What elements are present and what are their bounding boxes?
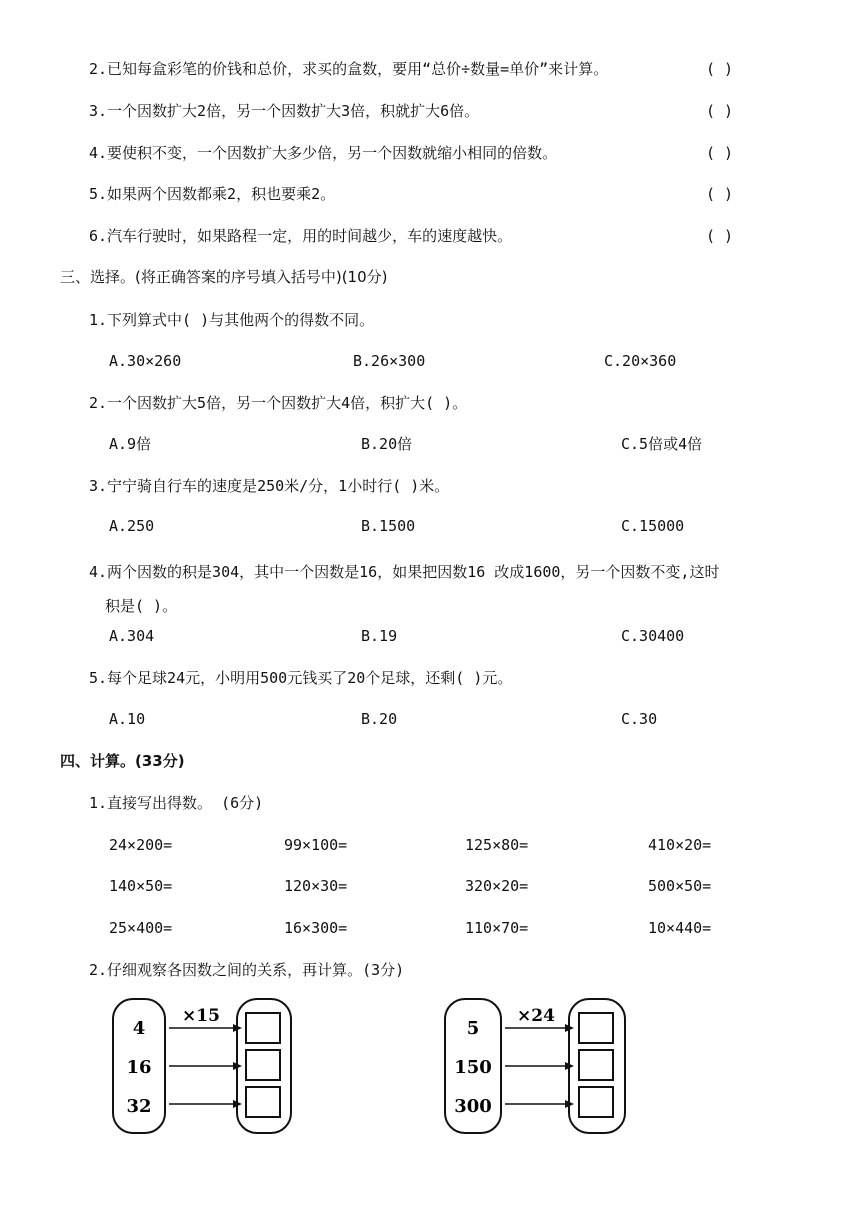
answer-box[interactable] — [246, 1013, 280, 1043]
choice-option[interactable]: C.20×360 — [604, 352, 677, 370]
calc-expr: 110×70= — [465, 919, 529, 937]
answer-paren-6[interactable]: ( ) — [706, 227, 734, 245]
calc-expr: 140×50= — [109, 877, 173, 895]
diagram-input: 5 — [466, 1018, 480, 1039]
choice-option[interactable]: B.26×300 — [353, 352, 426, 370]
choice-option[interactable]: A.10 — [109, 710, 146, 728]
judge-item-4: 4.要使积不变，一个因数扩大多少倍，另一个因数就缩小相同的倍数。 — [89, 144, 558, 162]
mapping-diagram-1 — [105, 993, 305, 1143]
choice-question-5: 5.每个足球24元，小明用500元钱买了20个足球，还剩( )元。 — [89, 669, 513, 687]
calc-expr: 410×20= — [648, 836, 712, 854]
choice-option[interactable]: A.9倍 — [109, 435, 152, 453]
choice-option[interactable]: B.20 — [361, 710, 398, 728]
judge-item-2: 2.已知每盒彩笔的价钱和总价，求买的盒数，要用“总价÷数量=单价”来计算。 — [89, 60, 609, 78]
answer-paren-2[interactable]: ( ) — [706, 60, 734, 78]
section-heading-calc: 四、计算。(33分) — [60, 752, 185, 770]
choice-option[interactable]: B.19 — [361, 627, 398, 645]
calc-expr: 10×440= — [648, 919, 712, 937]
calc-expr: 24×200= — [109, 836, 173, 854]
choice-option[interactable]: B.1500 — [361, 517, 416, 535]
judge-item-3: 3.一个因数扩大2倍，另一个因数扩大3倍，积就扩大6倍。 — [89, 102, 480, 120]
diagram-input: 300 — [454, 1096, 492, 1117]
answer-paren-3[interactable]: ( ) — [706, 102, 734, 120]
choice-option[interactable]: C.30 — [621, 710, 658, 728]
diagram-operator: ×24 — [517, 1006, 555, 1026]
answer-paren-5[interactable]: ( ) — [706, 185, 734, 203]
diagram-input: 32 — [126, 1096, 152, 1117]
choice-option[interactable]: A.250 — [109, 517, 155, 535]
calc-expr: 125×80= — [465, 836, 529, 854]
choice-option[interactable]: C.30400 — [621, 627, 685, 645]
answer-box[interactable] — [246, 1087, 280, 1117]
diagram-operator: ×15 — [182, 1006, 220, 1026]
answer-box[interactable] — [579, 1050, 613, 1080]
diagram-input: 150 — [454, 1057, 492, 1078]
diagram-input: 16 — [126, 1057, 152, 1078]
choice-option[interactable]: A.304 — [109, 627, 155, 645]
calc-expr: 500×50= — [648, 877, 712, 895]
choice-option[interactable]: C.5倍或4倍 — [621, 435, 703, 453]
answer-box[interactable] — [579, 1087, 613, 1117]
choice-option[interactable]: B.20倍 — [361, 435, 413, 453]
calc-expr: 16×300= — [284, 919, 348, 937]
answer-box[interactable] — [579, 1013, 613, 1043]
calc-expr: 99×100= — [284, 836, 348, 854]
section-heading-choice: 三、选择。(将正确答案的序号填入括号中)(10分) — [60, 268, 388, 286]
choice-question-3: 3.宁宁骑自行车的速度是250米/分，1小时行( )米。 — [89, 477, 450, 495]
judge-item-6: 6.汽车行驶时，如果路程一定，用的时间越少，车的速度越快。 — [89, 227, 513, 245]
choice-option[interactable]: A.30×260 — [109, 352, 182, 370]
choice-question-2: 2.一个因数扩大5倍，另一个因数扩大4倍，积扩大( )。 — [89, 394, 468, 412]
judge-item-5: 5.如果两个因数都乘2，积也要乘2。 — [89, 185, 336, 203]
answer-paren-4[interactable]: ( ) — [706, 144, 734, 162]
mapping-diagram-2 — [437, 993, 637, 1143]
choice-question-1: 1.下列算式中( )与其他两个的得数不同。 — [89, 311, 375, 329]
choice-question-4: 4.两个因数的积是304，其中一个因数是16，如果把因数16 改成1600，另一个因数不变,这时 — [89, 563, 720, 581]
choice-question-4-continued: 积是( )。 — [105, 597, 178, 615]
calc-sub-1: 1.直接写出得数。 (6分) — [89, 794, 264, 812]
calc-sub-2: 2.仔细观察各因数之间的关系，再计算。(3分) — [89, 961, 405, 979]
diagram-input: 4 — [132, 1018, 146, 1039]
calc-expr: 25×400= — [109, 919, 173, 937]
choice-option[interactable]: C.15000 — [621, 517, 685, 535]
calc-expr: 120×30= — [284, 877, 348, 895]
calc-expr: 320×20= — [465, 877, 529, 895]
answer-box[interactable] — [246, 1050, 280, 1080]
